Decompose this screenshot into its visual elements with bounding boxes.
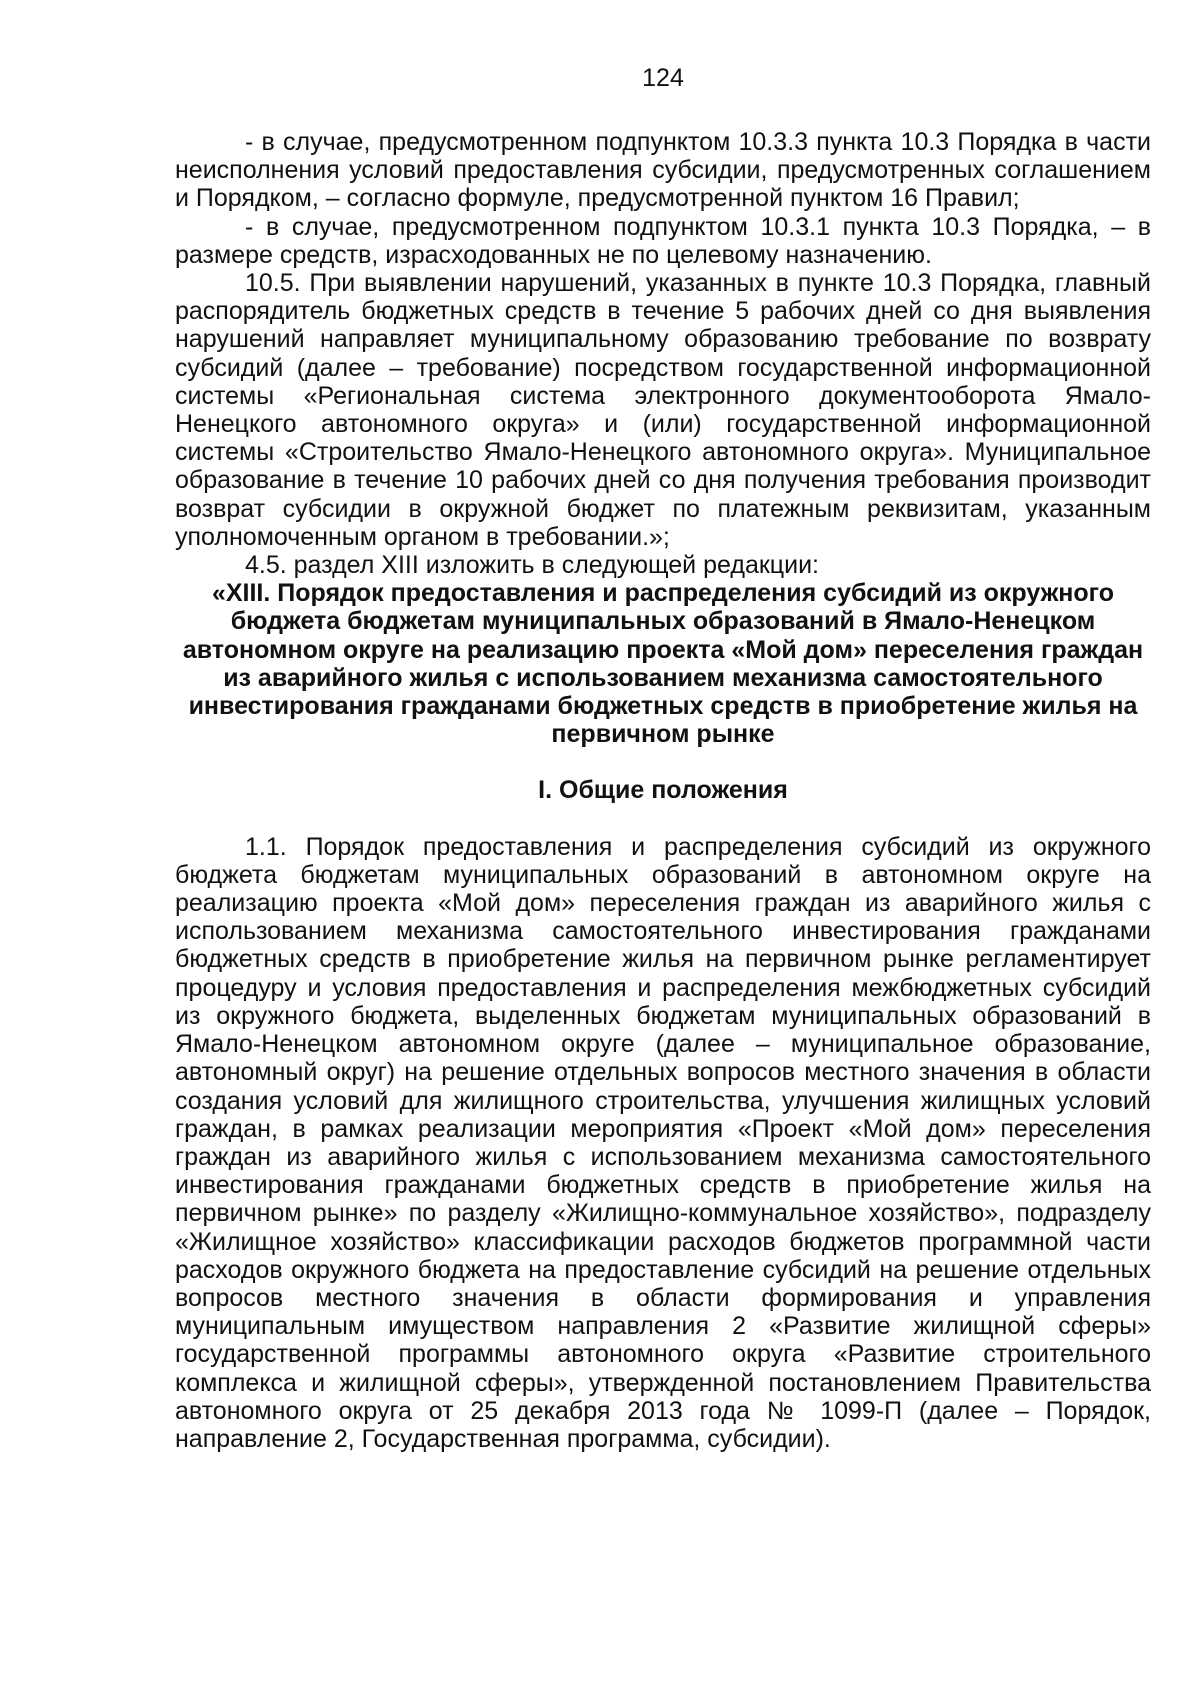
paragraph-1-1: 1.1. Порядок предоставления и распределения субсидий из окружного бюджета бюджетам муниципальных образований в автономном округе на реализацию проекта «Мой дом» переселения граждан из аварийного жилья с использованием механизма самостоятельного инвестирования гражданами бюджетных средств в приобретение жилья на первичном рынке регламентирует процедуру и условия предоставления и распределения межбюджетных субсидий из окружного бюджета, выделенных бюджетам муниципальных образований в Ямало-Ненецком автономном округе (далее – муниципальное образование, автономный округ) на решение отдельных вопросов местного значения в области создания условий для жилищного строительства, улучшения жилищных условий граждан, в рамках реализации мероприятия «Проект «Мой дом» переселения граждан из аварийного жилья с использованием механизма самостоятельного инвестирования гражданами бюджетных средств в приобретение жилья на первичном рынке» по разделу «Жилищно-коммунальное хозяйство», подразделу «Жилищное хозяйство» классификации расходов бюджетов программной части расходов окружного бюджета на предоставление субсидий на решение отдельных вопросов местного значения в области формирования и управления муниципальным имуществом направления 2 «Развитие жилищной сферы» государственной программы автономного округа «Развитие строительного комплекса и жилищной сферы», утвержденной постановлением Правительства автономного округа от 25 декабря 2013 года № 1099-П (далее – Порядок, направление 2, Государственная программа, субсидии). bbox=[175, 832, 1151, 1453]
page-number: 124 bbox=[642, 64, 684, 92]
subsection-title: I. Общие положения bbox=[538, 776, 788, 805]
paragraph-sub-10-3-3: - в случае, предусмотренном подпунктом 10.3.3 пункта 10.3 Порядка в части неисполнения условий предоставления субсидии, предусмотренных соглашением и Порядком, – согласно формуле, предусмотренной пунктом 16 Правил; bbox=[175, 128, 1151, 213]
paragraph-sub-10-3-1: - в случае, предусмотренном подпунктом 10.3.1 пункта 10.3 Порядка, – в размере средств, израсходованных не по целевому назначению. bbox=[175, 212, 1151, 269]
section-title: «XIII. Порядок предоставления и распределения субсидий из окружного бюджета бюджетам муниципальных образований в Ямало-Ненецком автономном округе на реализацию проекта «Мой дом» переселения граждан из аварийного жилья с использованием механизма самостоятельного инвестирования гражданами бюджетных средств в приобретение жилья на первичном рынке bbox=[182, 579, 1144, 749]
paragraph-4-5: 4.5. раздел XIII изложить в следующей редакции: bbox=[245, 551, 819, 580]
paragraph-10-5: 10.5. При выявлении нарушений, указанных в пункте 10.3 Порядка, главный распорядитель бюджетных средств в течение 5 рабочих дней со дня выявления нарушений направляет муниципальному образованию требование по возврату субсидий (далее – требование) посредством государственной информационной системы «Региональная система электронного документооборота Ямало-Ненецкого автономного округа» и (или) государственной информационной системы «Строительство Ямало-Ненецкого автономного округа». Муниципальное образование в течение 10 рабочих дней со дня получения требования производит возврат субсидии в окружной бюджет по платежным реквизитам, указанным уполномоченным органом в требовании.»; bbox=[175, 269, 1151, 551]
document-page bbox=[175, 64, 1151, 1453]
